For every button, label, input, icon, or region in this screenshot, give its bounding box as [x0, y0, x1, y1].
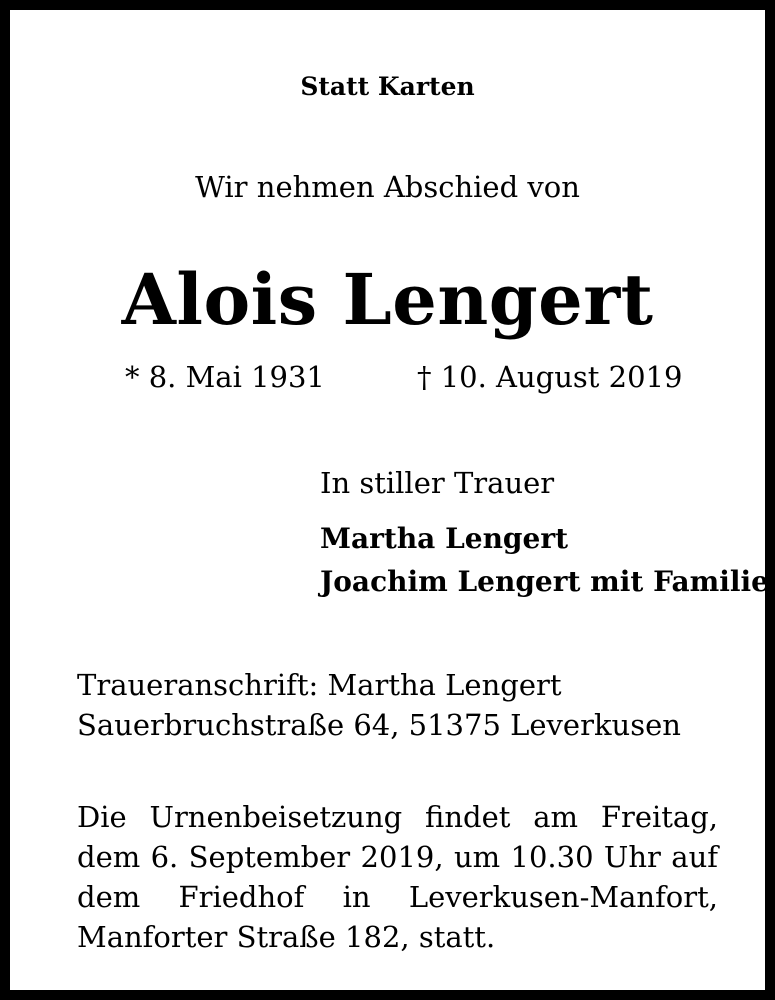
deceased-name: Alois Lengert — [121, 258, 654, 341]
mourner-name: Martha Lengert — [320, 522, 569, 555]
birth-date: * 8. Mai 1931 — [125, 360, 325, 394]
burial-details: Die Urnenbeisetzung findet am Freitag, dem 6. September 2019, um 10.30 Uhr auf dem Friedhof in Leverkusen-Manfort, Manforter Straße 182, statt. — [77, 800, 718, 954]
mourner-name: Joachim Lengert mit Familie — [320, 565, 769, 598]
mourning-address-line: Traueranschrift: Martha Lengert — [77, 668, 562, 702]
mourning-line: In stiller Trauer — [320, 466, 555, 500]
notice-heading: Statt Karten — [300, 72, 475, 101]
intro-line: Wir nehmen Abschied von — [195, 170, 580, 204]
death-date: † 10. August 2019 — [417, 360, 683, 394]
mourning-address-line: Sauerbruchstraße 64, 51375 Leverkusen — [77, 708, 681, 742]
